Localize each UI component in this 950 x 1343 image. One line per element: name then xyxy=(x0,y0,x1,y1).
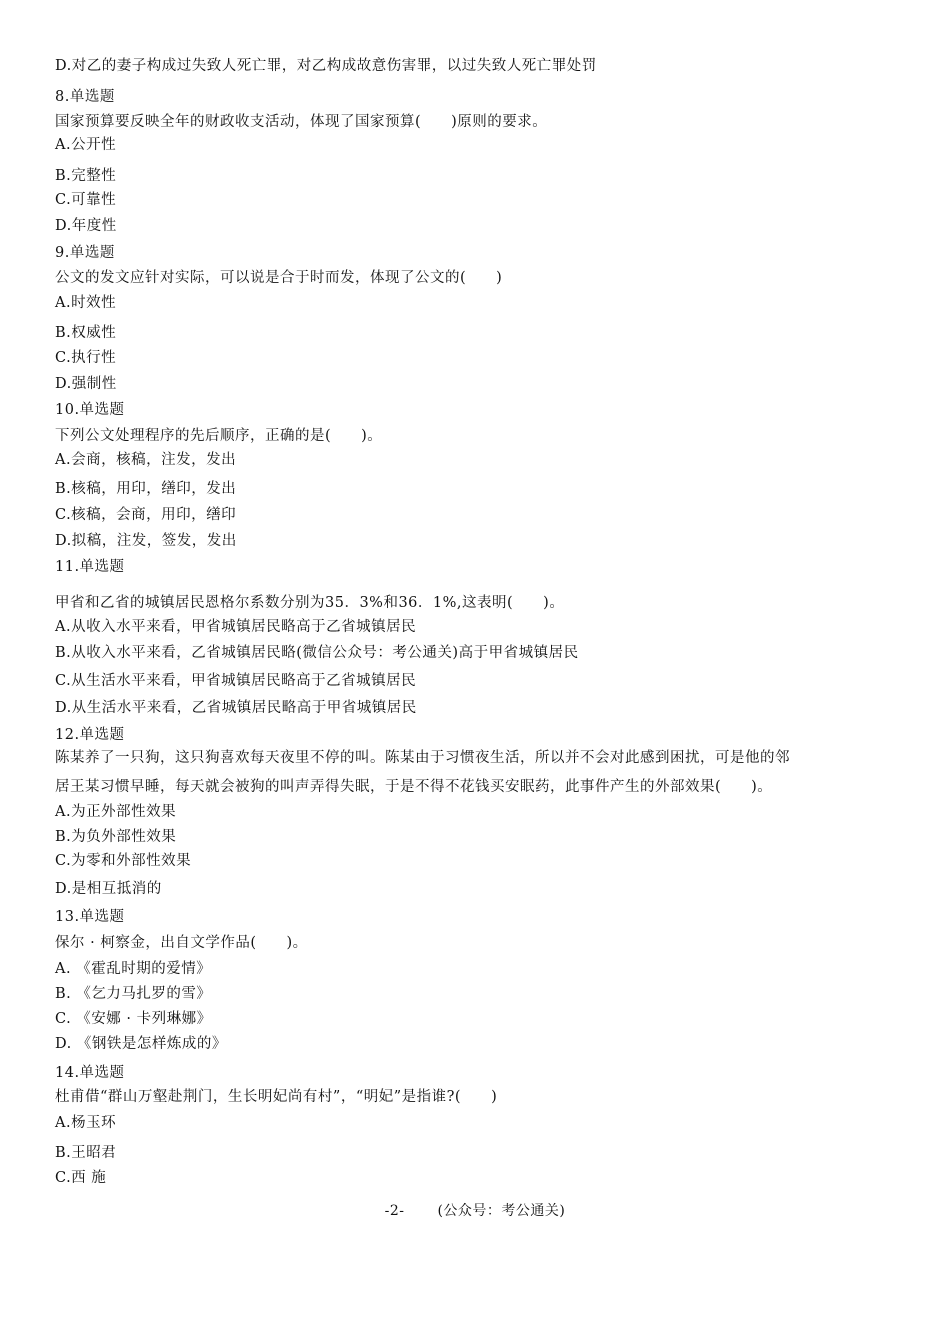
option: C.执行性 xyxy=(55,350,117,366)
option: D. 《钢铁是怎样炼成的》 xyxy=(55,1036,227,1052)
top-line: D.对乙的妻子构成过失致人死亡罪，对乙构成故意伤害罪，以过失致人死亡罪处罚 xyxy=(55,58,597,74)
question-type: 13.单选题 xyxy=(55,909,125,925)
option: C.为零和外部性效果 xyxy=(55,853,192,869)
question-type: 9.单选题 xyxy=(55,245,115,261)
option: B.从收入水平来看，乙省城镇居民略(微信公众号：考公通关)高于甲省城镇居民 xyxy=(55,645,579,661)
option: D.强制性 xyxy=(55,376,117,392)
question-stem: 甲省和乙省的城镇居民恩格尔系数分别为35．3%和36．1%,这表明( )。 xyxy=(55,595,565,611)
option: D.从生活水平来看，乙省城镇居民略高于甲省城镇居民 xyxy=(55,700,417,716)
option: B.为负外部性效果 xyxy=(55,829,177,845)
option: B.完整性 xyxy=(55,168,117,184)
question-stem: 居王某习惯早睡，每天就会被狗的叫声弄得失眠，于是不得不花钱买安眠药，此事件产生的外部效果( )。 xyxy=(55,779,773,795)
option: C.可靠性 xyxy=(55,192,117,208)
option: C. 《安娜 · 卡列琳娜》 xyxy=(55,1011,212,1027)
question-stem: 杜甫借“群山万壑赴荆门，生长明妃尚有村”，“明妃”是指谁?( ) xyxy=(55,1089,498,1105)
page-footer xyxy=(0,1200,950,1220)
option: A.从收入水平来看，甲省城镇居民略高于乙省城镇居民 xyxy=(55,619,417,635)
option: D.拟稿，注发，签发，发出 xyxy=(55,533,237,549)
question-type: 8.单选题 xyxy=(55,89,115,105)
option: A.会商，核稿，注发，发出 xyxy=(55,452,237,468)
question-stem: 下列公文处理程序的先后顺序，正确的是( )。 xyxy=(55,428,383,444)
question-type: 14.单选题 xyxy=(55,1065,125,1081)
page-number: -2- xyxy=(384,1203,405,1219)
question-type: 11.单选题 xyxy=(55,559,125,575)
option: A.公开性 xyxy=(55,137,117,153)
question-stem: 公文的发文应针对实际，可以说是合于时而发，体现了公文的( ) xyxy=(55,270,503,286)
question-type: 12.单选题 xyxy=(55,727,125,743)
option: B.王昭君 xyxy=(55,1145,117,1161)
option: A.杨玉环 xyxy=(55,1115,117,1131)
option: A.为正外部性效果 xyxy=(55,804,177,820)
option: C.从生活水平来看，甲省城镇居民略高于乙省城镇居民 xyxy=(55,673,417,689)
option: B.权威性 xyxy=(55,325,117,341)
option: C.核稿，会商，用印，缮印 xyxy=(55,507,237,523)
option: D.年度性 xyxy=(55,218,117,234)
option: B. 《乞力马扎罗的雪》 xyxy=(55,986,212,1002)
footer-note: (公众号：考公通关) xyxy=(437,1203,566,1219)
question-type: 10.单选题 xyxy=(55,402,125,418)
option: B.核稿，用印，缮印，发出 xyxy=(55,481,237,497)
question-stem: 保尔 · 柯察金，出自文学作品( )。 xyxy=(55,935,308,951)
option: C.西 施 xyxy=(55,1170,107,1186)
question-stem: 陈某养了一只狗，这只狗喜欢每天夜里不停的叫。陈某由于习惯夜生活，所以并不会对此感到困扰，可是他的邻 xyxy=(55,750,790,766)
option: D.是相互抵消的 xyxy=(55,881,162,897)
option: A. 《霍乱时期的爱情》 xyxy=(55,961,212,977)
option: A.时效性 xyxy=(55,295,117,311)
question-stem: 国家预算要反映全年的财政收支活动，体现了国家预算( )原则的要求。 xyxy=(55,114,548,130)
